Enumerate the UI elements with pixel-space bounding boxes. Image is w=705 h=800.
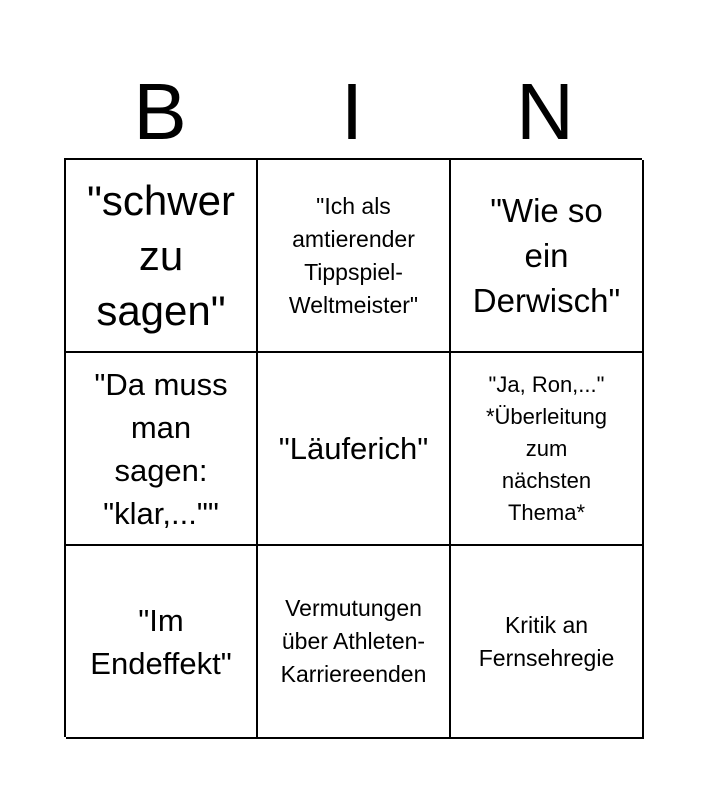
header-letter-n: N bbox=[516, 67, 574, 156]
cell-text: "Wie so ein Derwisch" bbox=[472, 192, 621, 319]
cell-text: Vermutungen über Athleten- Karriereenden bbox=[280, 595, 427, 687]
bingo-header bbox=[64, 66, 642, 158]
bingo-cell-2-1[interactable] bbox=[66, 353, 258, 546]
bingo-cell-2-3[interactable] bbox=[451, 353, 644, 546]
cell-text: "Ja, Ron,..." *Überleitung zum nächsten Thema* bbox=[485, 371, 608, 525]
bingo-cell-3-2[interactable] bbox=[258, 546, 451, 739]
cell-text: "schwer zu sagen" bbox=[87, 177, 235, 334]
cell-text: "Im Endeffekt" bbox=[90, 602, 232, 681]
bingo-cell-2-2[interactable] bbox=[258, 353, 451, 546]
cell-text: "Ich als amtierender Tippspiel- Weltmeister" bbox=[288, 192, 419, 318]
bingo-cell-1-3[interactable] bbox=[451, 160, 644, 353]
bingo-cell-3-1[interactable] bbox=[66, 546, 258, 739]
cell-text: Kritik an Fernsehregie bbox=[478, 611, 615, 671]
bingo-cell-1-2[interactable] bbox=[258, 160, 451, 353]
header-letter-i: I bbox=[340, 67, 364, 156]
bingo-cell-1-1[interactable] bbox=[66, 160, 258, 353]
header-letter-b: B bbox=[133, 67, 187, 156]
bingo-cell-3-3[interactable] bbox=[451, 546, 644, 739]
cell-text: "Läuferich" bbox=[278, 431, 429, 466]
bingo-grid bbox=[64, 158, 642, 737]
cell-text: "Da muss man sagen: "klar,..."" bbox=[94, 366, 228, 531]
